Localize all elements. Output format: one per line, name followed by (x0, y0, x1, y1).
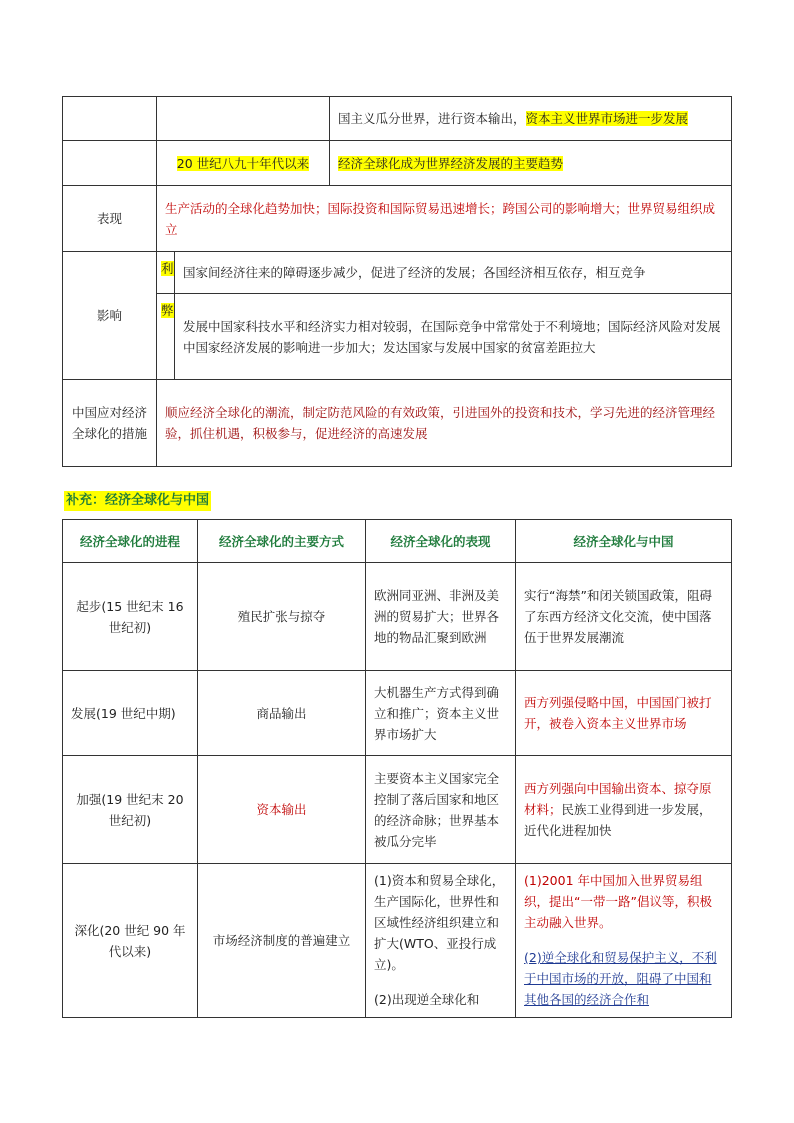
period-text-cell (330, 141, 732, 186)
header-manifest: 经济全球化的表现 (366, 520, 516, 563)
china-cell (516, 864, 732, 1018)
manifest-label: 表现 (63, 186, 157, 252)
empty-cell (63, 141, 157, 186)
con-text: 发展中国家科技水平和经济实力相对较弱，在国际竞争中常常处于不利境地；国际经济风险对发展中国家经济发展的影响进一步加大；发达国家与发展中国家的贫富差距拉大 (175, 294, 732, 380)
method-cell: 资本输出 (198, 756, 366, 864)
header-stage: 经济全球化的进程 (63, 520, 198, 563)
stage-cell: 起步(15 世纪末 16 世纪初) (63, 563, 198, 671)
manifest-cell: 大机器生产方式得到确立和推广；资本主义世界市场扩大 (366, 671, 516, 756)
globalization-summary-table (62, 96, 732, 467)
china-cell: 西方列强侵略中国，中国国门被打开，被卷入资本主义世界市场 (516, 671, 732, 756)
impact-label: 影响 (63, 252, 157, 380)
china-text-red: 西方列强向中国输出资本、掠夺原材料； (524, 781, 712, 817)
china-text: 顺应经济全球化的潮流，制定防范风险的有效政策，引进国外的投资和技术，学习先进的经济管理经验，抓住机遇，积极参与，促进经济的高速发展 (157, 380, 732, 467)
china-part-2: (2)逆全球化和贸易保护主义，不利于中国市场的开放，阻碍了中国和其他各国的经济合作和 (524, 950, 717, 1007)
china-cell: 实行“海禁”和闭关锁国政策，阻碍了东西方经济文化交流，使中国落伍于世界发展潮流 (516, 563, 732, 671)
manifest-part-1: (1)资本和贸易全球化，生产国际化，世界性和区域性经济组织建立和扩大(WTO、亚投行成立)。 (374, 873, 505, 972)
empty-cell (63, 97, 157, 141)
china-part-1: (1)2001 年中国加入世界贸易组织，提出“一带一路”倡议等，积极主动融入世界。 (524, 873, 712, 930)
period-label-cell (157, 141, 330, 186)
supplement-title: 补充：经济全球化与中国 (64, 491, 211, 511)
pro-text: 国家间经济往来的障碍逐步减少，促进了经济的发展；各国经济相互依存，相互竞争 (175, 252, 732, 294)
globalization-china-table (62, 519, 732, 1018)
manifest-cell: 欧洲同亚洲、非洲及美洲的贸易扩大；世界各地的物品汇聚到欧洲 (366, 563, 516, 671)
stage-cell: 发展(19 世纪中期) (63, 671, 198, 756)
period-label: 20 世纪八九十年代以来 (176, 155, 310, 171)
empty-cell (157, 97, 330, 141)
method-cell: 商品输出 (198, 671, 366, 756)
history-text: 国主义瓜分世界，进行资本输出， (338, 111, 526, 126)
header-method: 经济全球化的主要方式 (198, 520, 366, 563)
stage-cell: 加强(19 世纪末 20 世纪初) (63, 756, 198, 864)
history-text-highlight: 资本主义世界市场进一步发展 (525, 111, 689, 126)
con-label-cell (157, 294, 175, 380)
china-label: 中国应对经济全球化的措施 (63, 380, 157, 467)
history-text-cell (330, 97, 732, 141)
manifest-text: 生产活动的全球化趋势加快；国际投资和国际贸易迅速增长；跨国公司的影响增大；世界贸易组织成立 (157, 186, 732, 252)
con-label: 弊 (161, 303, 174, 318)
stage-cell: 深化(20 世纪 90 年代以来) (63, 864, 198, 1018)
period-text: 经济全球化成为世界经济发展的主要趋势 (338, 155, 564, 171)
china-cell (516, 756, 732, 864)
manifest-part-2: (2)出现逆全球化和 (374, 992, 480, 1007)
manifest-cell (366, 864, 516, 1018)
manifest-cell: 主要资本主义国家完全控制了落后国家和地区的经济命脉；世界基本被瓜分完毕 (366, 756, 516, 864)
method-cell: 市场经济制度的普遍建立 (198, 864, 366, 1018)
pro-label-cell (157, 252, 175, 294)
header-china: 经济全球化与中国 (516, 520, 732, 563)
pro-label: 利 (161, 261, 174, 276)
method-cell: 殖民扩张与掠夺 (198, 563, 366, 671)
china-text: 民族工业得到进一步发展，近代化进程加快 (524, 802, 712, 838)
